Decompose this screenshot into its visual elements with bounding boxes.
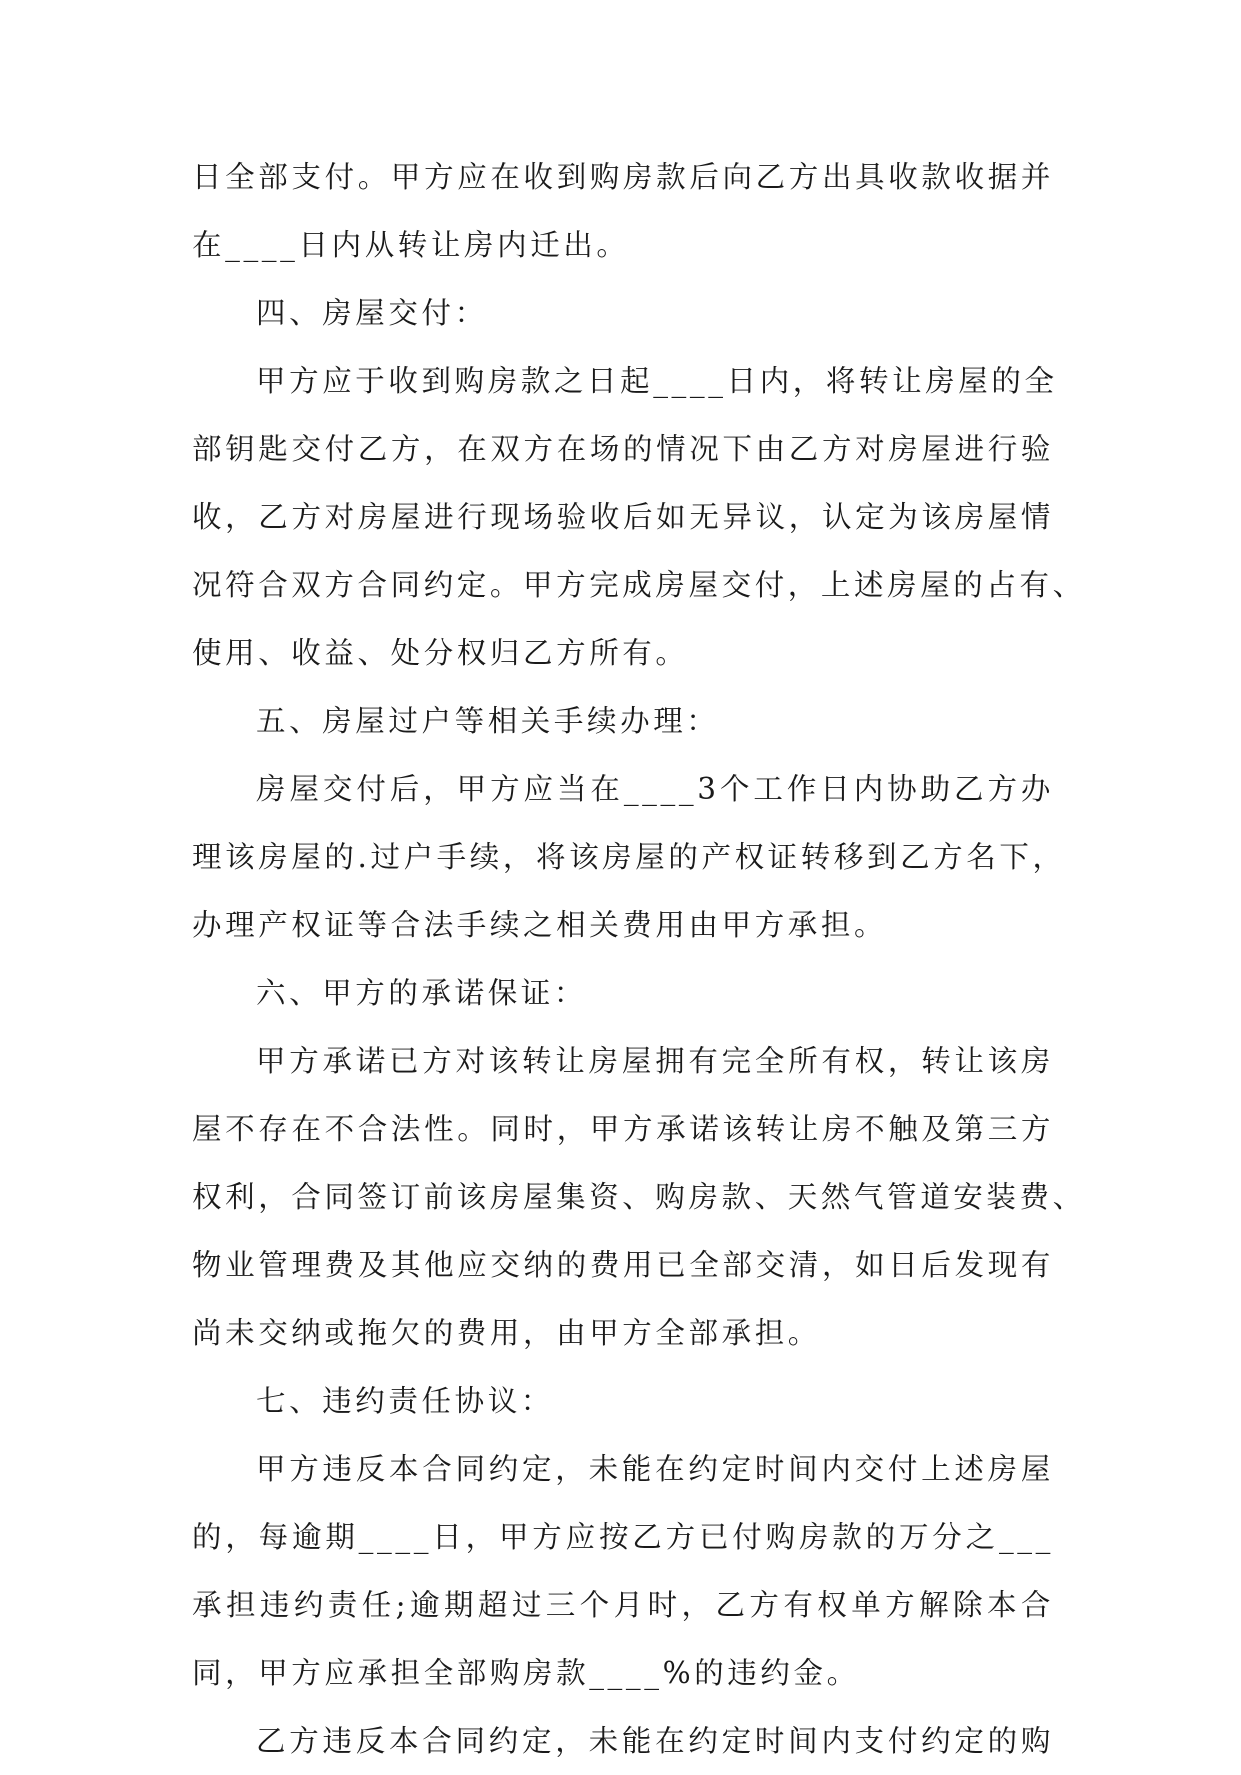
- section-heading: 六、甲方的承诺保证：: [256, 976, 588, 1010]
- text-line: 尚未交纳或拖欠的费用，由甲方全部承担。: [192, 1316, 821, 1350]
- text-line: 的，每逾期____日，甲方应按乙方已付购房款的万分之___: [192, 1520, 1054, 1554]
- section-heading: 四、房屋交付：: [256, 296, 488, 330]
- text-line: 承担违约责任;逾期超过三个月时，乙方有权单方解除本合: [192, 1588, 1054, 1622]
- text-line: 日全部支付。甲方应在收到购房款后向乙方出具收款收据并: [192, 160, 1054, 194]
- text-line: 屋不存在不合法性。同时，甲方承诺该转让房不触及第三方: [192, 1112, 1054, 1146]
- text-line: 收，乙方对房屋进行现场验收后如无异议，认定为该房屋情: [192, 500, 1054, 534]
- text-line: 甲方应于收到购房款之日起____日内，将转让房屋的全: [256, 364, 1058, 398]
- text-line: 甲方违反本合同约定，未能在约定时间内交付上述房屋: [256, 1452, 1054, 1486]
- text-line: 物业管理费及其他应交纳的费用已全部交清，如日后发现有: [192, 1248, 1054, 1282]
- text-line: 况符合双方合同约定。甲方完成房屋交付，上述房屋的占有、: [192, 568, 1086, 602]
- text-line: 使用、收益、处分权归乙方所有。: [192, 636, 689, 670]
- text-line: 权利，合同签订前该房屋集资、购房款、天然气管道安装费、: [192, 1180, 1086, 1214]
- text-line: 甲方承诺已方对该转让房屋拥有完全所有权，转让该房: [256, 1044, 1054, 1078]
- text-line: 办理产权证等合法手续之相关费用由甲方承担。: [192, 908, 888, 942]
- section-heading: 五、房屋过户等相关手续办理：: [256, 704, 720, 738]
- text-line: 乙方违反本合同约定，未能在约定时间内支付约定的购: [256, 1724, 1054, 1758]
- text-line: 理该房屋的.过户手续，将该房屋的产权证转移到乙方名下，: [192, 840, 1066, 874]
- document-page: [192, 143, 1086, 1775]
- section-heading: 七、违约责任协议：: [256, 1384, 554, 1418]
- text-line: 房屋交付后，甲方应当在____3个工作日内协助乙方办: [256, 772, 1054, 806]
- text-line: 在____日内从转让房内迁出。: [192, 228, 630, 262]
- text-line: 部钥匙交付乙方，在双方在场的情况下由乙方对房屋进行验: [192, 432, 1054, 466]
- text-line: 同，甲方应承担全部购房款____%的违约金。: [192, 1656, 860, 1690]
